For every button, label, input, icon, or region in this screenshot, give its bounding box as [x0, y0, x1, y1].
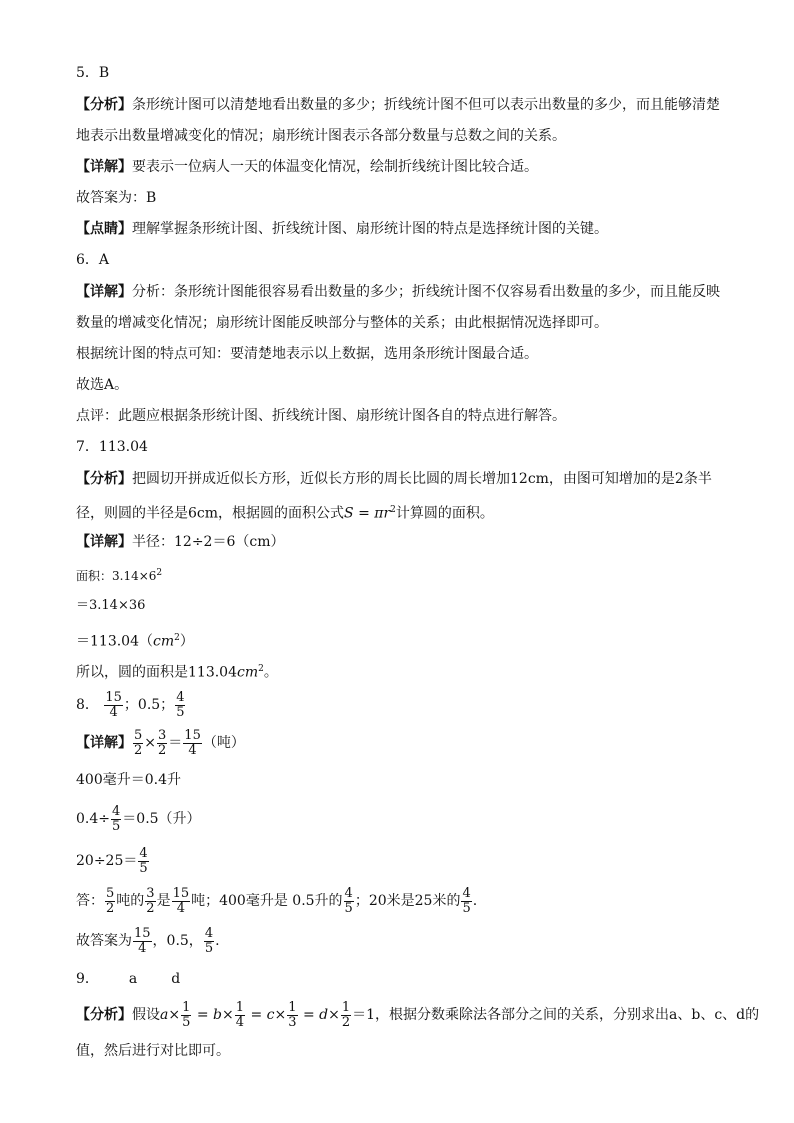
- detail-tag: 【详解】: [76, 284, 132, 300]
- unit-exp: 2: [258, 664, 264, 674]
- q9-analysis-line-1: [76, 999, 760, 1030]
- frac-den: 2: [341, 1014, 351, 1030]
- fraction: [172, 887, 191, 916]
- frac-den: 3: [288, 1014, 297, 1030]
- q5-analysis-text-1: 条形统计图可以清楚地看出数量的多少；折线统计图不但可以表示出数量的多少，而且能够清楚: [132, 97, 720, 113]
- frac-num: 4: [112, 803, 121, 819]
- unit-cm: cm: [153, 633, 175, 650]
- q8-fin-a: 故答案为: [76, 933, 132, 949]
- q7-analysis-line-2: [76, 501, 734, 523]
- q7-analysis-text-1: 把圆切开拼成近似长方形，近似长方形的周长比圆的周长增加12cm，由图可知增加的是2条半: [132, 471, 712, 487]
- q5-detail-text: 要表示一位病人一天的体温变化情况，绘制折线统计图比较合适。: [132, 159, 538, 175]
- fraction: [183, 729, 202, 758]
- q7-conclusion: [76, 660, 734, 682]
- frac-num: 4: [462, 885, 471, 901]
- q8-ans-f: .: [472, 893, 478, 909]
- q8-l4-a: 20÷25＝: [76, 853, 138, 869]
- q6-comment-text: 点评：此题应根据条形统计图、折线统计图、扇形统计图各自的特点进行解答。: [76, 408, 566, 424]
- times-sign: ×: [144, 735, 157, 751]
- q6-detail-line-1: [76, 283, 734, 301]
- frac-den: 2: [146, 900, 155, 916]
- fraction: [175, 691, 185, 720]
- q8-ans-b: 吨的: [116, 893, 145, 909]
- equals-sign: ＝: [168, 735, 183, 751]
- var-c: c: [266, 1007, 275, 1023]
- q6-conclusion: [76, 376, 734, 394]
- frac-den: 2: [106, 900, 115, 916]
- unit-cm: cm: [237, 664, 259, 681]
- fraction: [145, 887, 155, 916]
- q8-fin-b: ，0.5，: [152, 933, 203, 949]
- q5-point-line: [76, 220, 734, 238]
- q6-conclusion-text: 故选A。: [76, 377, 129, 393]
- q5-detail-line: [76, 158, 734, 176]
- fraction: [181, 1001, 191, 1030]
- q8-ans-e: ；20米是25米的: [354, 893, 461, 909]
- fraction: [341, 1001, 351, 1030]
- detail-tag: 【详解】: [76, 534, 132, 550]
- q9-blank-2: d: [171, 971, 181, 987]
- q9-blank-1: a: [128, 971, 138, 987]
- q7-step-1-text: ＝3.14×36: [76, 598, 146, 613]
- times-sign: ×: [168, 1007, 181, 1023]
- analysis-tag: 【分析】: [76, 1007, 132, 1023]
- fraction: [133, 729, 143, 758]
- q9-tail: ＝1，根据分数乘除法各部分之间的关系，分别求出a、b、c、d的: [352, 1007, 760, 1023]
- q9-analysis-line-2: [76, 1042, 734, 1060]
- q9-num: 9．: [76, 971, 99, 987]
- frac-den: 2: [134, 742, 143, 758]
- q6-line-3-text: 根据统计图的特点可知：要清楚地表示以上数据，选用条形统计图最合适。: [76, 346, 538, 362]
- analysis-tag: 【分析】: [76, 471, 132, 487]
- analysis-tag: 【分析】: [76, 97, 132, 113]
- fraction: [138, 847, 148, 876]
- unit-ton: （吨）: [202, 735, 245, 751]
- frac-num: 3: [146, 885, 155, 901]
- fraction: [461, 887, 471, 916]
- fraction: [111, 805, 121, 834]
- fraction: [157, 729, 167, 758]
- fraction: [105, 887, 115, 916]
- q6-detail-text-2: 数量的增减变化情况；扇形统计图能反映部分与整体的关系；由此根据情况选择即可。: [76, 315, 608, 331]
- q7-area-line: [76, 564, 734, 585]
- frac-den: 5: [462, 900, 471, 916]
- frac-den: 5: [176, 704, 185, 720]
- fraction: [235, 1001, 245, 1030]
- detail-tag: 【详解】: [76, 159, 132, 175]
- q6-detail-line-2: [76, 314, 734, 332]
- q6-answer-text: 6．A: [76, 252, 110, 268]
- frac-den: 5: [112, 818, 121, 834]
- q7-area-exp: 2: [156, 568, 163, 578]
- frac-num: 1: [182, 999, 191, 1015]
- frac-num: 15: [105, 689, 122, 705]
- frac-den: 4: [235, 1014, 244, 1030]
- frac-num: 15: [184, 727, 201, 743]
- q7-analysis-text-2b: 计算圆的面积。: [395, 505, 494, 522]
- q5-analysis-line-1: [76, 96, 734, 114]
- eq-sign: =: [246, 1007, 267, 1023]
- q7-detail-line: [76, 533, 734, 551]
- eq-sign: =: [298, 1007, 320, 1023]
- frac-num: 5: [106, 885, 115, 901]
- fraction: [344, 887, 354, 916]
- frac-num: 4: [344, 885, 353, 901]
- var-b: b: [213, 1007, 222, 1023]
- var-a: a: [160, 1007, 169, 1023]
- q8-ans-a: 答：: [76, 893, 104, 909]
- q8-line-2: [76, 771, 734, 789]
- formula-pi-r: πr: [374, 505, 391, 522]
- times-sign: ×: [328, 1007, 340, 1023]
- q7-conclusion-a: 所以，圆的面积是113.04: [76, 664, 237, 681]
- q8-line-2-text: 400毫升＝0.4升: [76, 772, 181, 788]
- q7-detail-text: 半径：12÷2＝6（cm）: [132, 534, 285, 550]
- frac-den: 2: [158, 742, 167, 758]
- q6-line-3: [76, 345, 734, 363]
- fraction: [133, 927, 152, 956]
- frac-den: 5: [139, 860, 148, 876]
- point-tag: 【点睛】: [76, 221, 132, 237]
- q8-answer-line: [76, 886, 734, 916]
- q7-step-2a: ＝113.04（: [76, 633, 153, 650]
- frac-den: 4: [176, 900, 185, 916]
- q8-l3-a: 0.4÷: [76, 811, 110, 827]
- q8-sep: ；0.5；: [123, 697, 175, 713]
- fraction: [104, 691, 123, 720]
- q9-analysis-text-2: 值，然后进行对比即可。: [76, 1043, 230, 1059]
- q8-ans-d: 吨；400毫升是 0.5升的: [191, 893, 343, 909]
- frac-num: 5: [134, 727, 143, 743]
- frac-den: 5: [204, 940, 214, 956]
- q6-comment: [76, 407, 734, 425]
- q7-analysis-text-2a: 径，则圆的半径是6cm，根据圆的面积公式: [76, 505, 345, 522]
- times-sign: ×: [221, 1007, 234, 1023]
- formula-exp: 2: [390, 505, 396, 515]
- q5-conclusion-text: 故答案为：B: [76, 190, 157, 206]
- q8-fin-c: .: [215, 933, 220, 949]
- q7-step-2b: ）: [179, 633, 194, 650]
- frac-den: 4: [138, 940, 147, 956]
- q8-num: 8．: [76, 697, 99, 713]
- q7-step-2: [76, 629, 734, 651]
- frac-num: 3: [158, 727, 167, 743]
- q9-answer: [76, 970, 734, 988]
- q8-answer: [76, 690, 734, 720]
- frac-num: 1: [235, 999, 244, 1015]
- q9-pre: 假设: [132, 1007, 160, 1023]
- q8-l3-b: ＝0.5（升）: [122, 811, 201, 827]
- frac-num: 1: [341, 999, 351, 1015]
- q7-step-1: [76, 597, 734, 615]
- frac-den: 4: [109, 704, 118, 720]
- frac-num: 15: [172, 885, 190, 901]
- q8-line-3: [76, 804, 734, 834]
- eq-sign: =: [192, 1007, 214, 1023]
- q7-analysis-line-1: [76, 470, 734, 488]
- frac-num: 15: [134, 925, 151, 941]
- q5-analysis-text-2: 地表示出数量增减变化的情况；扇形统计图表示各部分数量与总数之间的关系。: [76, 128, 566, 144]
- detail-tag: 【详解】: [76, 735, 132, 751]
- q8-line-4: [76, 846, 734, 876]
- fraction: [287, 1001, 297, 1030]
- times-sign: ×: [274, 1007, 287, 1023]
- q5-answer: [76, 64, 734, 82]
- formula-eq: =: [353, 505, 375, 522]
- frac-den: 5: [344, 900, 353, 916]
- q6-detail-text-1: 分析：条形统计图能很容易看出数量的多少；折线统计图不仅容易看出数量的多少，而且能反映: [132, 284, 720, 300]
- frac-num: 4: [139, 845, 148, 861]
- q7-answer-text: 7．113.04: [76, 439, 148, 455]
- unit-exp: 2: [174, 633, 180, 643]
- frac-den: 4: [188, 742, 197, 758]
- q8-final-line: [76, 926, 734, 956]
- var-d: d: [319, 1007, 329, 1023]
- q6-answer: [76, 251, 734, 269]
- q5-point-text: 理解掌握条形统计图、折线统计图、扇形统计图的特点是选择统计图的关键。: [132, 221, 608, 237]
- q8-ans-c: 是: [156, 893, 171, 909]
- formula-s: S: [344, 505, 354, 522]
- q7-conclusion-b: 。: [263, 664, 278, 681]
- frac-num: 1: [288, 999, 297, 1015]
- q7-area-label: 面积：3.14×6: [76, 569, 157, 583]
- q5-conclusion: [76, 189, 734, 207]
- q8-detail-line: [76, 728, 734, 758]
- fraction: [204, 927, 214, 956]
- frac-num: 4: [204, 925, 214, 941]
- q5-answer-text: 5．B: [76, 65, 110, 81]
- frac-num: 4: [176, 689, 185, 705]
- q5-analysis-line-2: [76, 127, 734, 145]
- frac-den: 5: [182, 1014, 191, 1030]
- q7-answer: [76, 438, 734, 456]
